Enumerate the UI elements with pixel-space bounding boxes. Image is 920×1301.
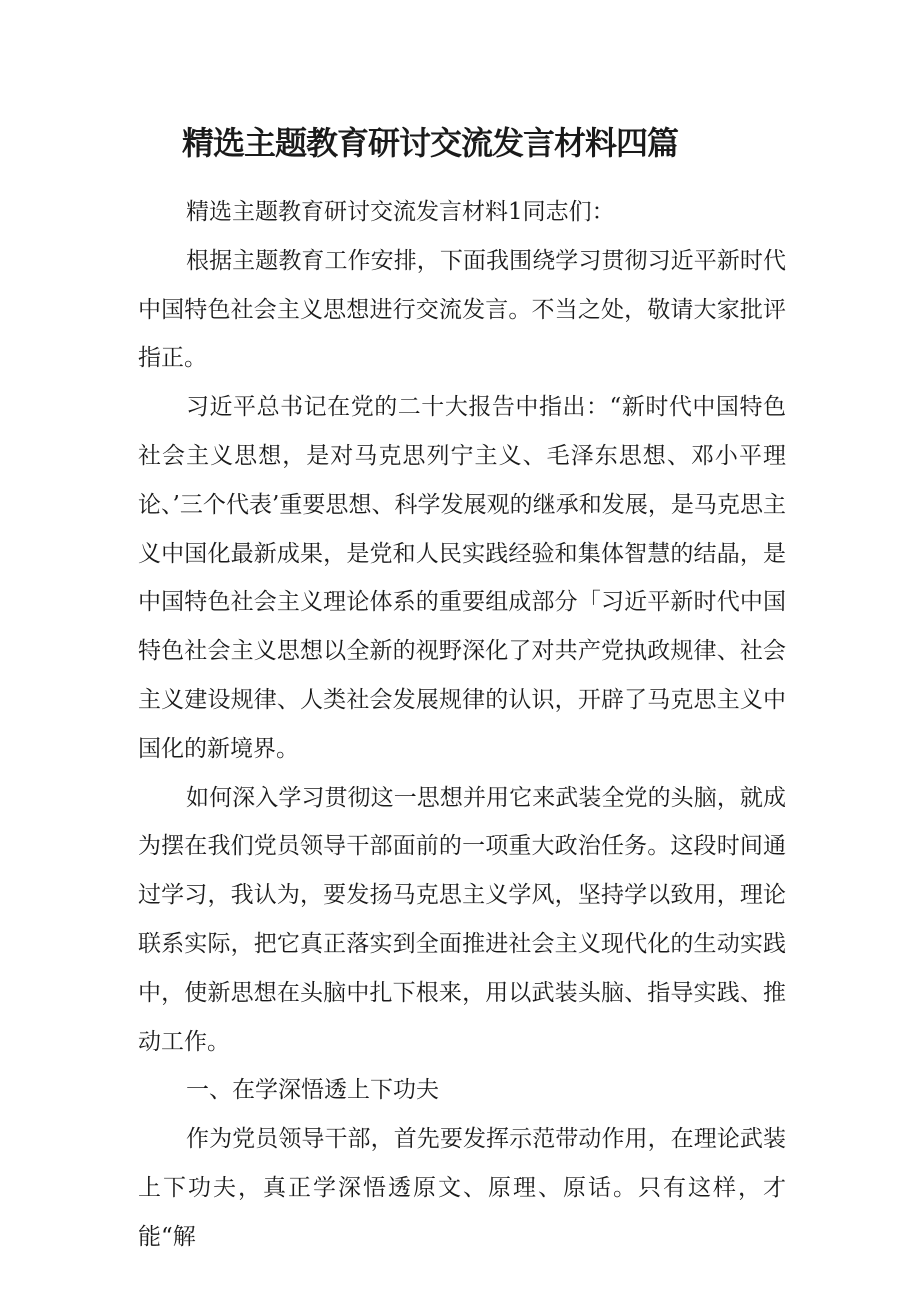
document-title: 精选主题教育研讨交流发言材料四篇 [181, 124, 678, 162]
section-heading-1: 一、在学深悟透上下功夫 [186, 1077, 439, 1104]
paragraph-greeting: 精选主题教育研讨交流发言材料1同志们： [186, 199, 615, 225]
document-body [138, 188, 786, 1262]
paragraph-intro: 根据主题教育工作安排，下面我围绕学习贯彻习近平新时代中国特色社会主义思想进行交流发言。不当之处，敬请大家批评指正。 [138, 247, 786, 372]
paragraph-task: 如何深入学习贯彻这一思想并用它来武装全党的头脑，就成为摆在我们党员领导干部面前的一项重大政治任务。这段时间通过学习，我认为，要发扬马克思主义学风，坚持学以致用，理论联系实际，把它真正落实到全面推进社会主义现代化的生动实践中，使新思想在头脑中扎下根来，用以武装头脑、指导实践、推动工作。 [138, 784, 786, 1055]
paragraph-quote: 习近平总书记在党的二十大报告中指出：“新时代中国特色社会主义思想，是对马克思列宁主义、毛泽东思想、邓小平理论、’三个代表’重要思想、科学发展观的继承和发展，是马克思主义中国化最新成果，是党和人民实践经验和集体智慧的结晶，是中国特色社会主义理论体系的重要组成部分「习近平新时代中国特色社会主义思想以全新的视野深化了对共产党执政规律、社会主义建设规律、人类社会发展规律的认识，开辟了马克思主义中国化的新境界。 [138, 394, 786, 762]
paragraph-section-1: 作为党员领导干部，首先要发挥示范带动作用，在理论武装上下功夫，真正学深悟透原文、原理、原话。只有这样，才能“解 [138, 1126, 786, 1250]
